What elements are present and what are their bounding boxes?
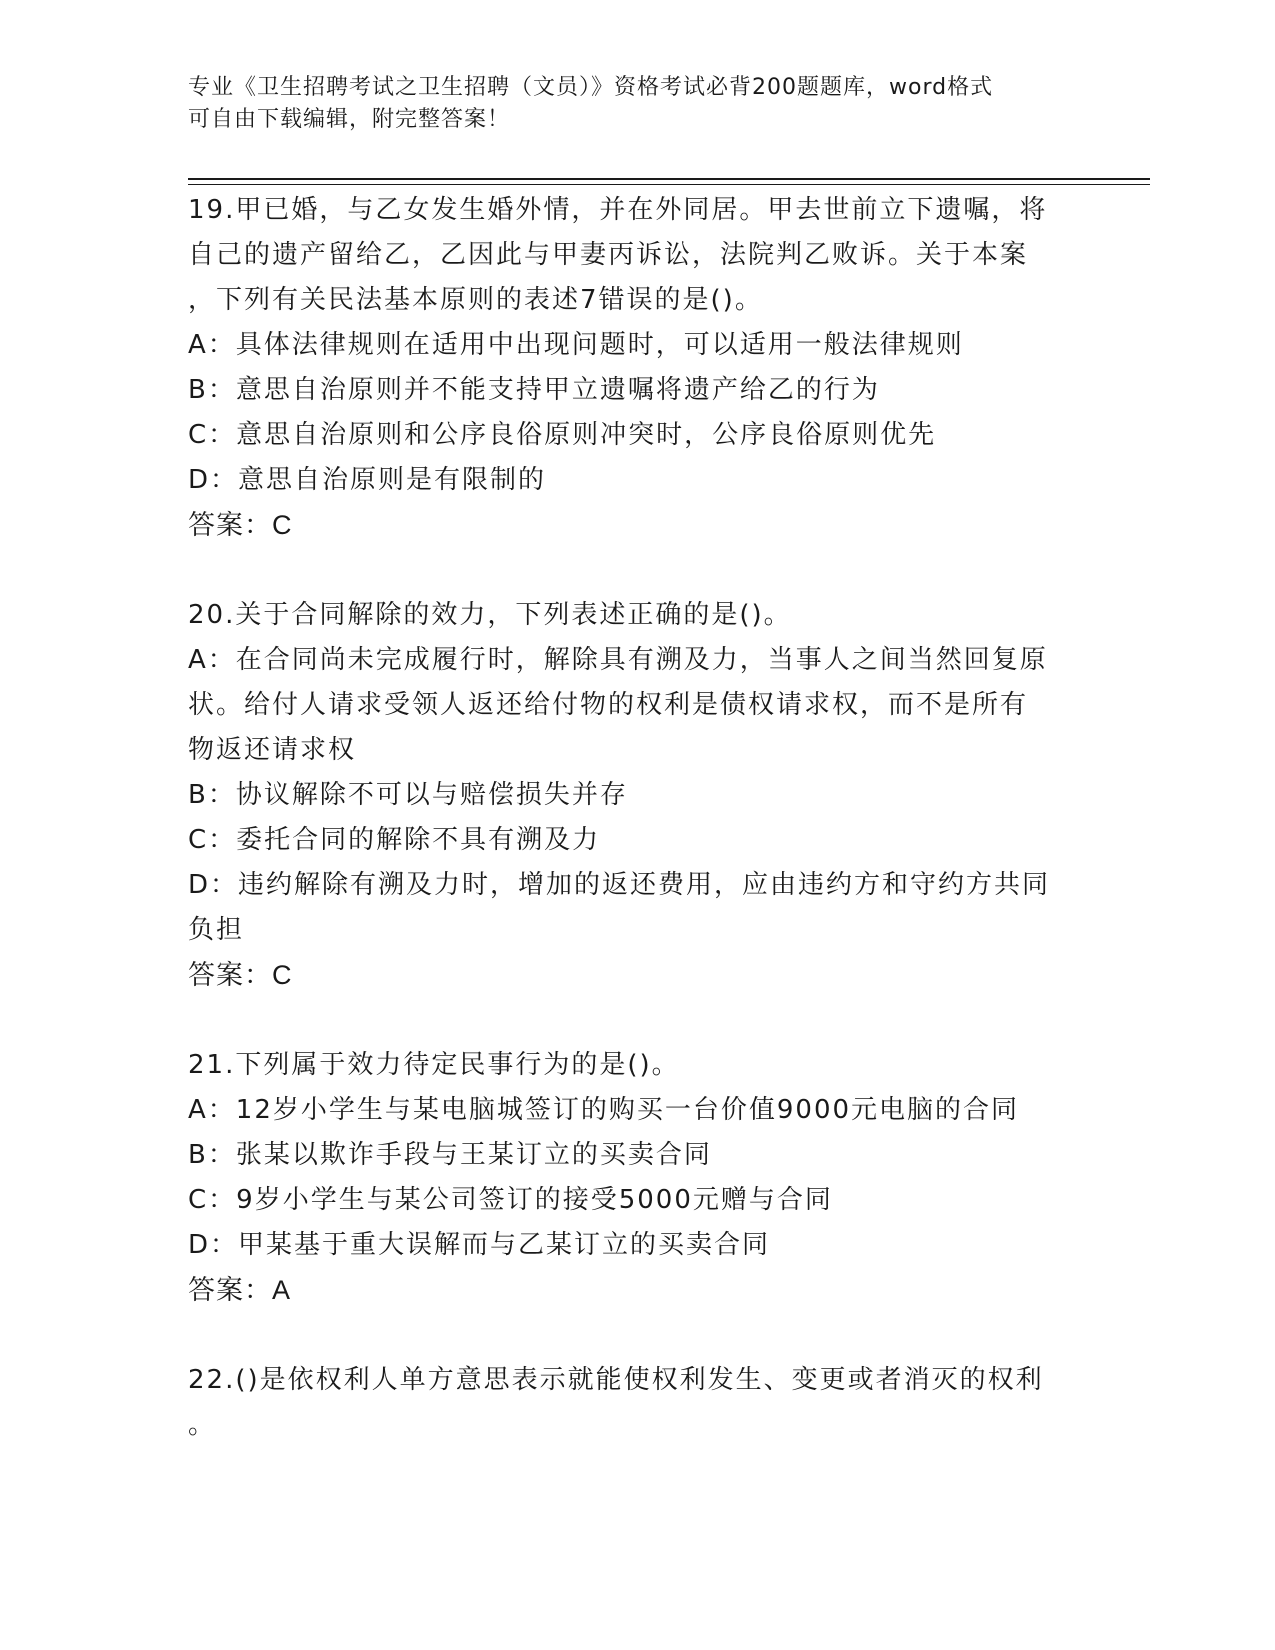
question-text-line: B：意思自治原则并不能支持甲立遗嘱将遗产给乙的行为 [188, 375, 880, 405]
question-block [188, 593, 1088, 1043]
header-line-1: 专业《卫生招聘考试之卫生招聘（文员）》资格考试必背200题题库，word格式 [188, 75, 994, 100]
question-spacer [188, 548, 1088, 593]
header-line-2: 可自由下载编辑，附完整答案！ [188, 107, 511, 132]
header-divider-thin [188, 184, 1150, 185]
question-text-line: C：意思自治原则和公序良俗原则冲突时，公序良俗原则优先 [188, 420, 937, 450]
question-text-line: 负担 [188, 915, 245, 945]
question-text-line: B：张某以欺诈手段与王某订立的买卖合同 [188, 1140, 712, 1170]
question-text-line: B：协议解除不可以与赔偿损失并存 [188, 780, 628, 810]
question-block [188, 1358, 1088, 1448]
question-text-line: D：意思自治原则是有限制的 [188, 465, 547, 495]
question-text-line: C：9岁小学生与某公司签订的接受5000元赠与合同 [188, 1185, 833, 1215]
question-text-line: 。 [188, 1410, 217, 1440]
question-answer: 答案：C [188, 960, 293, 990]
question-answer: 答案：C [188, 510, 293, 540]
question-text-line: ，下列有关民法基本原则的表述7错误的是()。 [188, 285, 763, 315]
question-text-line: C：委托合同的解除不具有溯及力 [188, 825, 601, 855]
question-text-line: A：具体法律规则在适用中出现问题时，可以适用一般法律规则 [188, 330, 964, 360]
question-spacer [188, 1313, 1088, 1358]
question-text-line: 状。给付人请求受领人返还给付物的权利是债权请求权，而不是所有 [188, 690, 1029, 720]
header-divider-thick [188, 178, 1150, 180]
question-stem: 20.关于合同解除的效力，下列表述正确的是()。 [188, 600, 792, 630]
question-text-line: 物返还请求权 [188, 735, 357, 765]
question-text-line: D：违约解除有溯及力时，增加的返还费用，应由违约方和守约方共同 [188, 870, 1051, 900]
question-stem: 19.甲已婚，与乙女发生婚外情，并在外同居。甲去世前立下遗嘱，将 [188, 195, 1048, 225]
question-text-line: A：在合同尚未完成履行时，解除具有溯及力，当事人之间当然回复原 [188, 645, 1048, 675]
question-list [188, 188, 1088, 1448]
question-text-line: D：甲某基于重大误解而与乙某订立的买卖合同 [188, 1230, 771, 1260]
question-block [188, 1043, 1088, 1358]
question-text-line: 自己的遗产留给乙，乙因此与甲妻丙诉讼，法院判乙败诉。关于本案 [188, 240, 1029, 270]
question-spacer [188, 998, 1088, 1043]
question-stem: 21.下列属于效力待定民事行为的是()。 [188, 1050, 680, 1080]
question-text-line: A：12岁小学生与某电脑城签订的购买一台价值9000元电脑的合同 [188, 1095, 1020, 1125]
question-answer: 答案：A [188, 1275, 292, 1305]
question-stem: 22.()是依权利人单方意思表示就能使权利发生、变更或者消灭的权利 [188, 1365, 1044, 1395]
document-header [188, 72, 1068, 136]
question-block [188, 188, 1088, 593]
